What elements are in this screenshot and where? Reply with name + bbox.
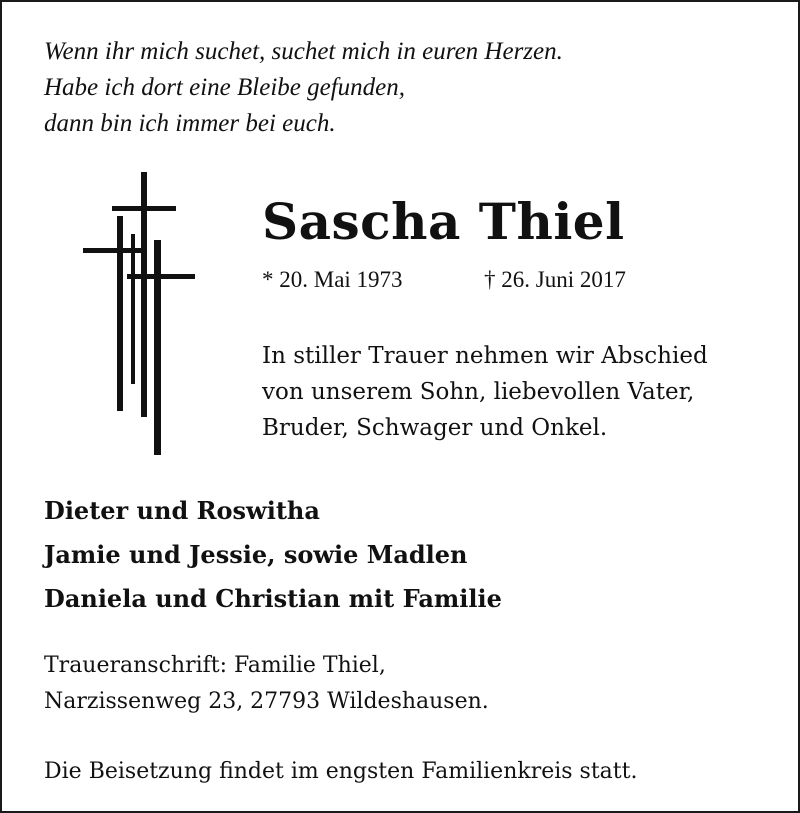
deceased-name: Sascha Thiel bbox=[262, 192, 625, 251]
mourner-line: Jamie und Jessie, sowie Madlen bbox=[44, 540, 468, 569]
address-line: Traueranschrift: Familie Thiel, bbox=[44, 653, 386, 678]
verse-line: Wenn ihr mich suchet, suchet mich in euren Herzen. bbox=[44, 38, 563, 65]
message-line: In stiller Trauer nehmen wir Abschied bbox=[262, 343, 708, 369]
address-line: Narzissenweg 23, 27793 Wildeshausen. bbox=[44, 689, 489, 714]
mourner-line: Daniela und Christian mit Familie bbox=[44, 584, 502, 613]
memorial-verse bbox=[44, 34, 563, 142]
burial-note: Die Beisetzung findet im engsten Familienkreis statt. bbox=[44, 759, 638, 784]
message-line: Bruder, Schwager und Onkel. bbox=[262, 415, 608, 441]
verse-line: dann bin ich immer bei euch. bbox=[44, 110, 336, 137]
three-crosses-icon bbox=[80, 172, 200, 457]
mourners-list bbox=[44, 489, 502, 621]
mourning-address bbox=[44, 648, 489, 720]
birth-date: * 20. Mai 1973 bbox=[262, 267, 403, 292]
mourner-line: Dieter und Roswitha bbox=[44, 496, 320, 525]
farewell-message bbox=[262, 338, 708, 446]
death-date: † 26. Juni 2017 bbox=[484, 267, 626, 292]
message-line: von unserem Sohn, liebevollen Vater, bbox=[262, 379, 695, 405]
verse-line: Habe ich dort eine Bleibe gefunden, bbox=[44, 74, 405, 101]
